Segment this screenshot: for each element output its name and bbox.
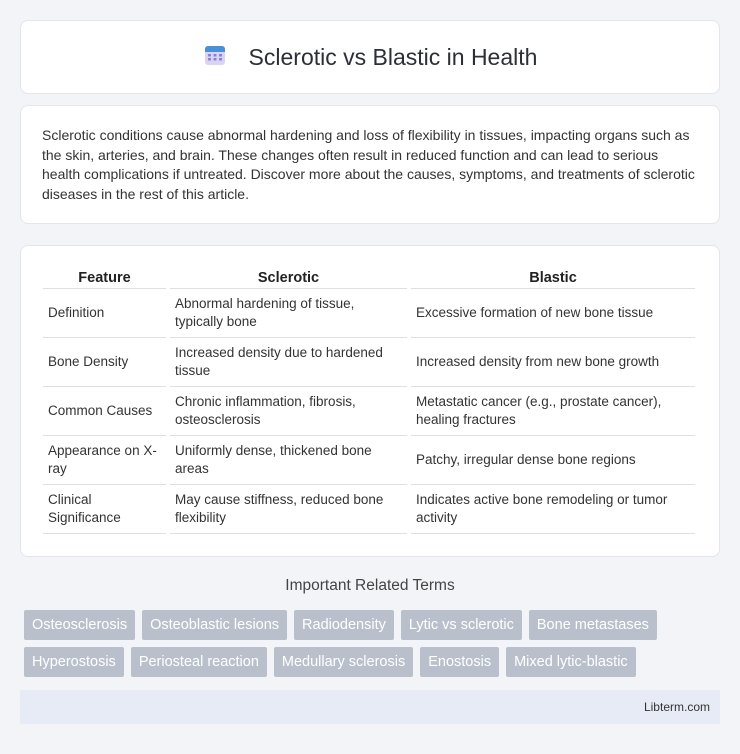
comparison-table: [39, 266, 699, 534]
table-cell: Bone Density: [43, 338, 166, 387]
table-row: [43, 485, 695, 534]
intro-card: [20, 105, 720, 224]
table-cell: May cause stiffness, reduced bone flexibility: [170, 485, 407, 534]
related-term-tag[interactable]: Radiodensity: [294, 610, 394, 640]
header-sclerotic: Sclerotic: [170, 266, 407, 289]
table-cell: Increased density due to hardened tissue: [170, 338, 407, 387]
table-cell: Definition: [43, 289, 166, 338]
related-term-tag[interactable]: Enostosis: [420, 647, 499, 677]
calendar-icon: [203, 43, 227, 72]
table-cell: Metastatic cancer (e.g., prostate cancer), healing fractures: [411, 387, 695, 436]
related-term-tag[interactable]: Osteoblastic lesions: [142, 610, 287, 640]
comparison-table-card: [20, 245, 720, 557]
table-cell: Common Causes: [43, 387, 166, 436]
related-terms-title: Important Related Terms: [285, 577, 455, 594]
table-row: [43, 338, 695, 387]
table-cell: Chronic inflammation, fibrosis, osteosclerosis: [170, 387, 407, 436]
related-term-tag[interactable]: Medullary sclerosis: [274, 647, 413, 677]
table-cell: Clinical Significance: [43, 485, 166, 534]
header-feature: Feature: [43, 266, 166, 289]
footer: [20, 690, 720, 724]
table-row: [43, 387, 695, 436]
header-card: [20, 20, 720, 94]
table-cell: Abnormal hardening of tissue, typically bone: [170, 289, 407, 338]
header-blastic: Blastic: [411, 266, 695, 289]
table-row: [43, 436, 695, 485]
intro-text: Sclerotic conditions cause abnormal hardening and loss of flexibility in tissues, impacting organs such as the skin, arteries, and brain. These changes often result in reduced function and can lead to serious health complications if untreated. Discover more about the causes, symptoms, and treatments of sclerotic diseases in the rest of this article.: [42, 127, 695, 202]
table-header-row: [43, 266, 695, 289]
related-term-tag[interactable]: Periosteal reaction: [131, 647, 267, 677]
table-cell: Uniformly dense, thickened bone areas: [170, 436, 407, 485]
table-cell: Patchy, irregular dense bone regions: [411, 436, 695, 485]
related-terms-list: [24, 610, 724, 677]
table-row: [43, 289, 695, 338]
table-cell: Appearance on X-ray: [43, 436, 166, 485]
footer-site-link[interactable]: Libterm.com: [643, 700, 710, 714]
related-term-tag[interactable]: Hyperostosis: [24, 647, 124, 677]
related-term-tag[interactable]: Lytic vs sclerotic: [401, 610, 522, 640]
related-term-tag[interactable]: Bone metastases: [529, 610, 657, 640]
related-term-tag[interactable]: Mixed lytic-blastic: [506, 647, 636, 677]
table-cell: Indicates active bone remodeling or tumor activity: [411, 485, 695, 534]
table-cell: Excessive formation of new bone tissue: [411, 289, 695, 338]
related-term-tag[interactable]: Osteosclerosis: [24, 610, 135, 640]
table-cell: Increased density from new bone growth: [411, 338, 695, 387]
page-title: Sclerotic vs Blastic in Health: [248, 43, 538, 70]
